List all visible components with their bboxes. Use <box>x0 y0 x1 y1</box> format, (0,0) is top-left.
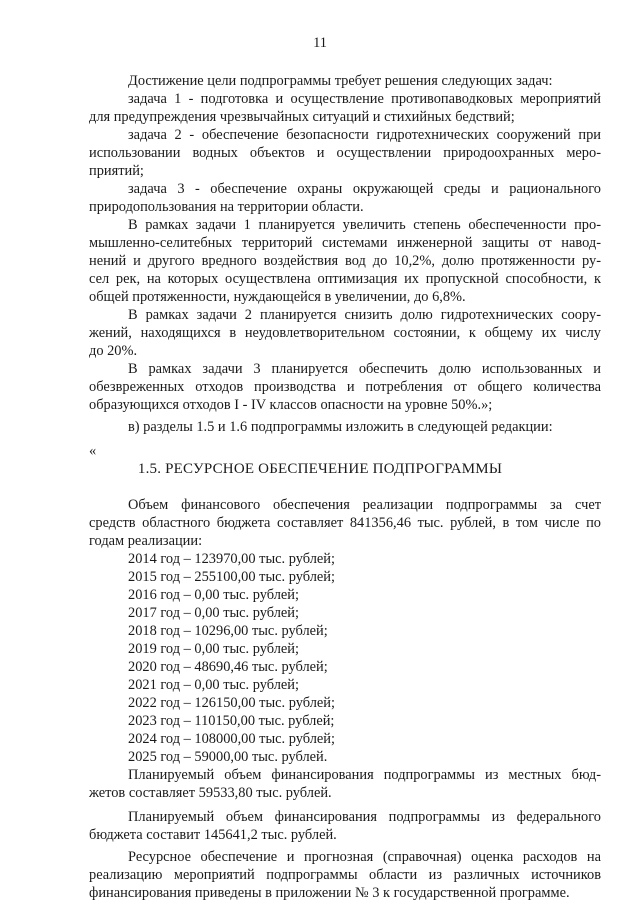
text-line: приятий; <box>89 163 144 179</box>
year-funding-item: 2024 год – 108000,00 тыс. рублей; <box>128 731 335 747</box>
text-line: Ресурсное обеспечение и прогнозная (справочная) оценка расходов на <box>128 849 601 865</box>
text-line: сел рек, на которых осуществлена оптимизация их пропускной способности, к <box>89 271 601 287</box>
text-line: природопользования на территории области. <box>89 199 364 215</box>
text-line: Планируемый объем финансирования подпрограммы из местных бюд- <box>128 767 601 783</box>
text-line: общей протяженности, нуждающейся в увеличении, до 6,8%. <box>89 289 466 305</box>
text-line: обезвреженных отходов производства и потребления от общего количества <box>89 379 601 395</box>
text-line: жений, находящихся в неудовлетворительном состоянии, к общему их числу <box>89 325 601 341</box>
year-funding-item: 2020 год – 48690,46 тыс. рублей; <box>128 659 328 675</box>
text-line: средств областного бюджета составляет 841356,46 тыс. рублей, в том числе по <box>89 515 601 531</box>
text-line: реализацию мероприятий подпрограммы области из различных источников <box>89 867 601 883</box>
text-line: мышленно-селитебных территорий системами инженерной защиты от навод- <box>89 235 601 251</box>
text-line: использовании водных объектов и осуществлении природоохранных меро- <box>89 145 601 161</box>
text-line: годам реализации: <box>89 533 203 549</box>
text-line: В рамках задачи 1 планируется увеличить степень обеспеченности про- <box>128 217 601 233</box>
text-line: для предупреждения чрезвычайных ситуаций и стихийных бедствий; <box>89 109 515 125</box>
year-funding-item: 2018 год – 10296,00 тыс. рублей; <box>128 623 328 639</box>
text-line: В рамках задачи 2 планируется снизить долю гидротехнических соору- <box>128 307 601 323</box>
section-title: 1.5. РЕСУРСНОЕ ОБЕСПЕЧЕНИЕ ПОДПРОГРАММЫ <box>137 461 503 477</box>
open-quote-mark: « <box>89 443 97 459</box>
year-funding-item: 2016 год – 0,00 тыс. рублей; <box>128 587 299 603</box>
text-line: задача 2 - обеспечение безопасности гидротехнических сооружений при <box>128 127 601 143</box>
text-line: финансирования приведены в приложении № 3 к государственной программе. <box>89 885 570 901</box>
text-line: Достижение цели подпрограммы требует решения следующих задач: <box>128 73 553 89</box>
year-funding-item: 2021 год – 0,00 тыс. рублей; <box>128 677 299 693</box>
year-funding-item: 2019 год – 0,00 тыс. рублей; <box>128 641 299 657</box>
text-line: задача 1 - подготовка и осуществление противопаводковых мероприятий <box>128 91 601 107</box>
year-funding-item: 2017 год – 0,00 тыс. рублей; <box>128 605 299 621</box>
year-funding-item: 2022 год – 126150,00 тыс. рублей; <box>128 695 335 711</box>
text-line: нений и другого вредного воздействия вод до 10,2%, долю протяженности ру- <box>89 253 601 269</box>
page-number: 11 <box>313 35 327 51</box>
text-line: образующихся отходов I - IV классов опасности на уровне 50%.»; <box>89 397 493 413</box>
text-line: задача 3 - обеспечение охраны окружающей среды и рационального <box>128 181 601 197</box>
year-funding-item: 2015 год – 255100,00 тыс. рублей; <box>128 569 335 585</box>
text-line: в) разделы 1.5 и 1.6 подпрограммы изложить в следующей редакции: <box>128 419 553 435</box>
text-line: Планируемый объем финансирования подпрограммы из федерального <box>128 809 601 825</box>
text-line: Объем финансового обеспечения реализации подпрограммы за счет <box>128 497 601 513</box>
text-line: В рамках задачи 3 планируется обеспечить долю использованных и <box>128 361 601 377</box>
text-line: до 20%. <box>89 343 138 359</box>
text-line: жетов составляет 59533,80 тыс. рублей. <box>89 785 332 801</box>
year-funding-item: 2023 год – 110150,00 тыс. рублей; <box>128 713 335 729</box>
year-funding-item: 2014 год – 123970,00 тыс. рублей; <box>128 551 335 567</box>
year-funding-item: 2025 год – 59000,00 тыс. рублей. <box>128 749 328 765</box>
text-line: бюджета составит 145641,2 тыс. рублей. <box>89 827 337 843</box>
